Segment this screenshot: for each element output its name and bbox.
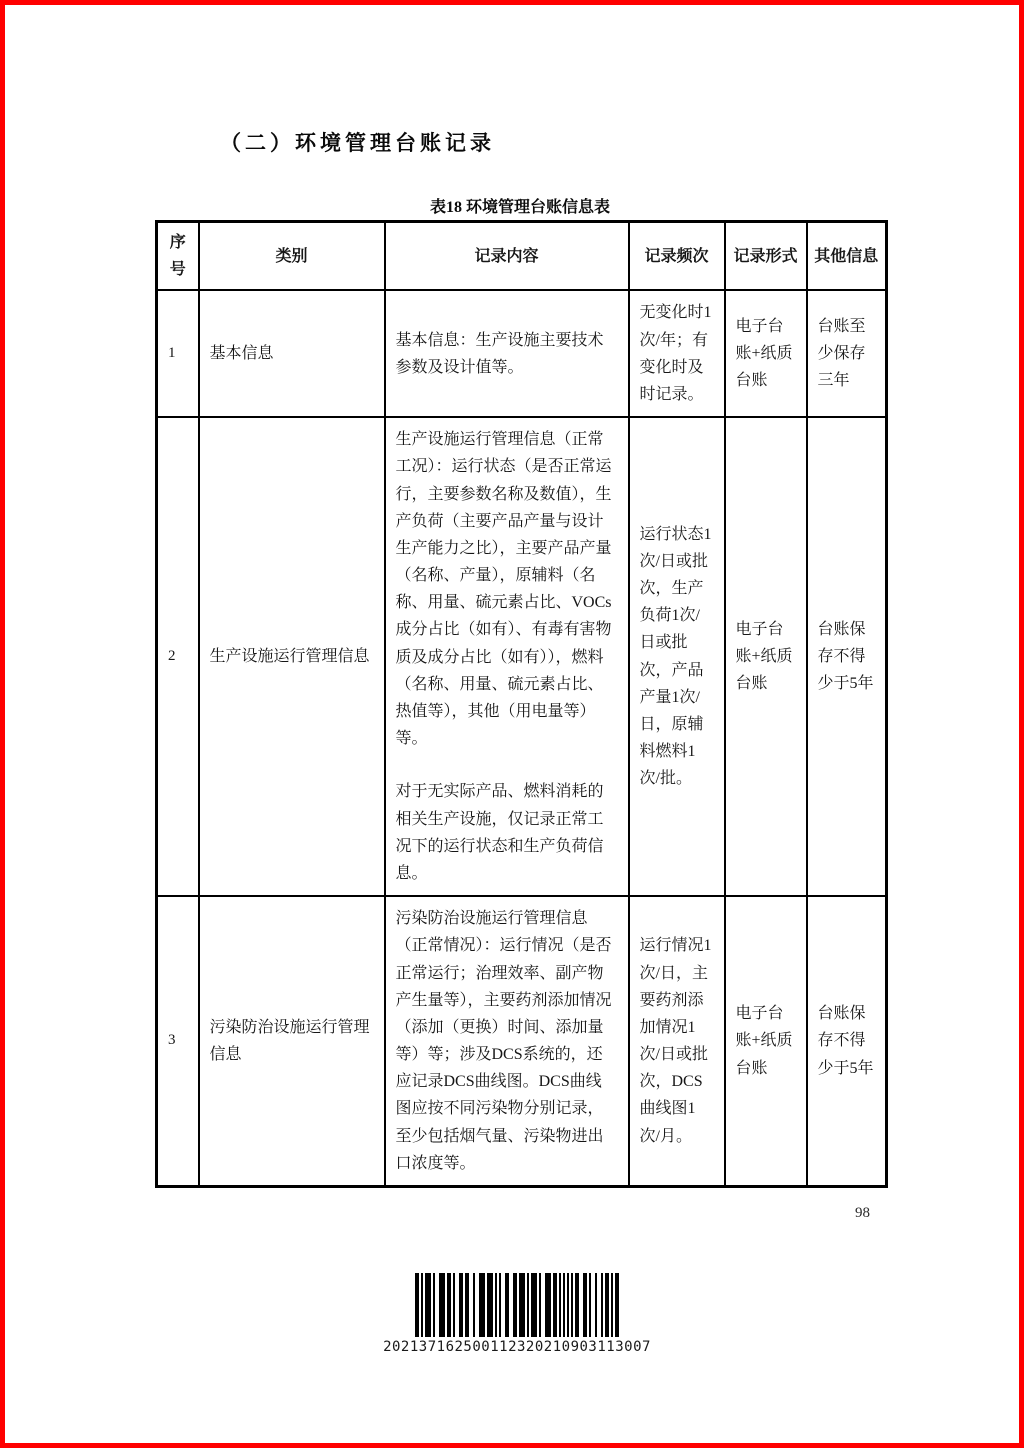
header-form: 记录形式 bbox=[725, 222, 807, 291]
content-paragraph: 基本信息：生产设施主要技术参数及设计值等。 bbox=[395, 331, 604, 376]
cell-content bbox=[385, 896, 629, 1186]
cell-other: 台账至少保存三年 bbox=[807, 290, 887, 417]
cell-other: 台账保存不得少于5年 bbox=[807, 896, 887, 1186]
header-content: 记录内容 bbox=[385, 222, 629, 291]
cell-seq: 1 bbox=[157, 290, 199, 417]
table-row bbox=[157, 896, 887, 1186]
cell-category: 基本信息 bbox=[199, 290, 385, 417]
section-heading: （二）环境管理台账记录 bbox=[220, 131, 495, 155]
content-paragraph: 污染防治设施运行管理信息（正常情况）：运行情况（是否正常运行；治理效率、副产物产生量等），主要药剂添加情况（添加（更换）时间、添加量等）等；涉及DCS系统的，还应记录DCS曲线图。DCS曲线图应按不同污染物分别记录，至少包括烟气量、污染物进出口浓度等。 bbox=[395, 910, 612, 1172]
cell-frequency: 运行情况1次/日，主要药剂添加情况1次/日或批次，DCS曲线图1次/月。 bbox=[629, 896, 725, 1186]
barcode-value: 202137162500112320210903113007 bbox=[383, 1339, 651, 1355]
page-number: 98 bbox=[855, 1205, 870, 1221]
cell-form: 电子台账+纸质台账 bbox=[725, 290, 807, 417]
cell-seq: 3 bbox=[157, 896, 199, 1186]
barcode bbox=[5, 1273, 1024, 1355]
header-other: 其他信息 bbox=[807, 222, 887, 291]
barcode-bars-icon bbox=[415, 1273, 619, 1337]
cell-category: 污染防治设施运行管理信息 bbox=[199, 896, 385, 1186]
cell-seq: 2 bbox=[157, 417, 199, 896]
cell-category: 生产设施运行管理信息 bbox=[199, 417, 385, 896]
table-caption: 表18 环境管理台账信息表 bbox=[429, 199, 610, 216]
content-paragraph: 生产设施运行管理信息（正常工况）：运行状态（是否正常运行，主要参数名称及数值），生产负荷（主要产品产量与设计生产能力之比），主要产品产量（名称、产量），原辅料（名称、用量、硫元素占比、VOCs成分占比（如有）、有毒有害物质及成分占比（如有）），燃料（名称、用量、硫元素占比、热值等），其他（用电量等）等。 bbox=[395, 431, 612, 748]
cell-frequency: 运行状态1次/日或批次，生产负荷1次/日或批次，产品产量1次/日，原辅料燃料1次/批。 bbox=[629, 417, 725, 896]
table-header-row bbox=[157, 222, 887, 291]
cell-content bbox=[385, 417, 629, 896]
cell-content bbox=[385, 290, 629, 417]
cell-form: 电子台账+纸质台账 bbox=[725, 417, 807, 896]
header-frequency: 记录频次 bbox=[629, 222, 725, 291]
cell-form: 电子台账+纸质台账 bbox=[725, 896, 807, 1186]
content-paragraph: 对于无实际产品、燃料消耗的相关生产设施，仅记录正常工况下的运行状态和生产负荷信息。 bbox=[395, 783, 604, 882]
header-seq: 序号 bbox=[157, 222, 199, 291]
header-category: 类别 bbox=[199, 222, 385, 291]
table-row bbox=[157, 290, 887, 417]
cell-other: 台账保存不得少于5年 bbox=[807, 417, 887, 896]
cell-frequency: 无变化时1次/年；有变化时及时记录。 bbox=[629, 290, 725, 417]
record-info-table bbox=[155, 220, 888, 1188]
table-row bbox=[157, 417, 887, 896]
